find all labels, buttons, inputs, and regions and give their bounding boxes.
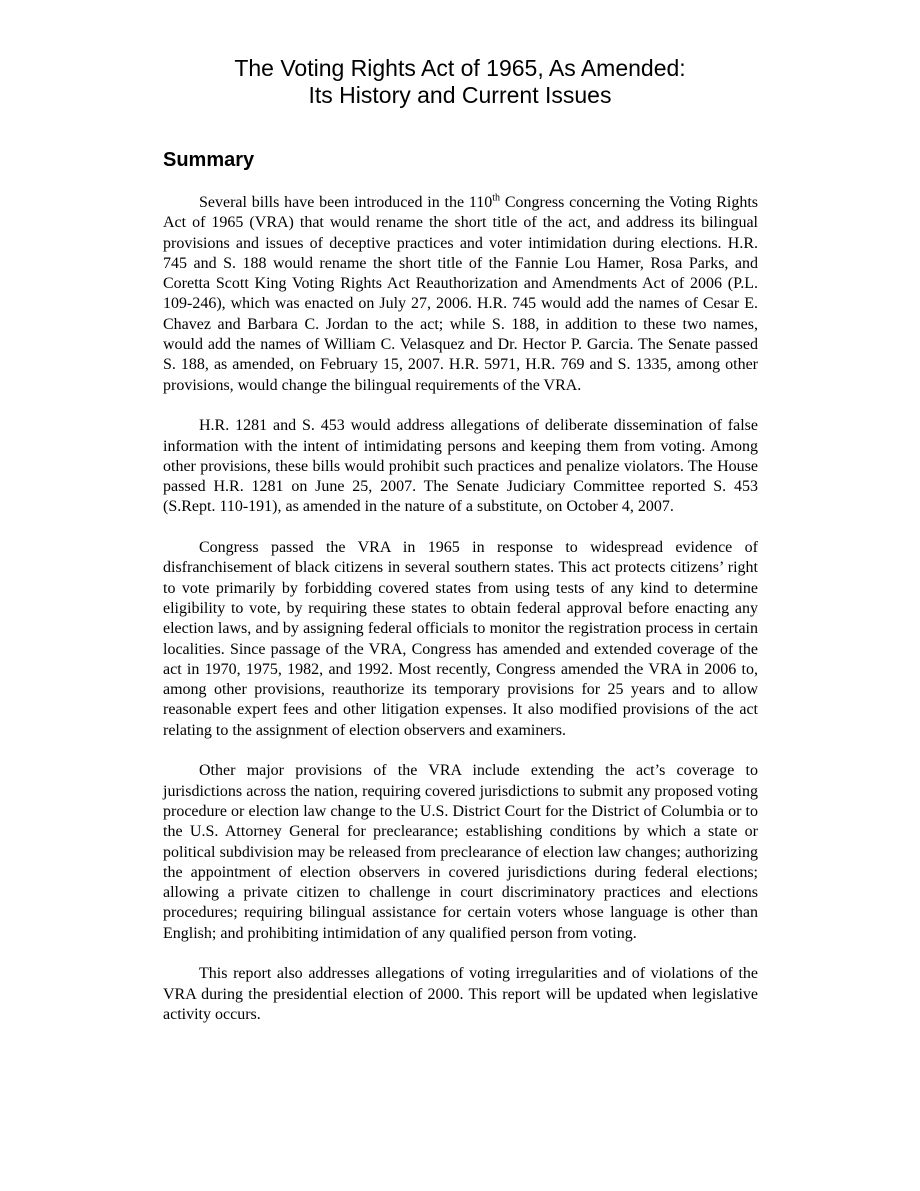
title-line-1: The Voting Rights Act of 1965, As Amended: xyxy=(234,55,686,81)
summary-paragraph-5: This report also addresses allegations of voting irregularities and of violations of the VRA during the presidential election of 2000. This report will be updated when legislative activity occurs. xyxy=(163,965,758,1023)
paragraph-1-text-start: Several bills have been introduced in the 110 xyxy=(199,194,493,211)
summary-paragraph-2: H.R. 1281 and S. 453 would address allegations of deliberate dissemination of false information with the intent of intimidating persons and keeping them from voting. Among other provisions, these bills would prohibit such practices and penalize violators. The House passed H.R. 1281 on June 25, 2007. The Senate Judiciary Committee reported S. 453 (S.Rept. 110-191), as amended in the nature of a substitute, on October 4, 2007. xyxy=(163,417,758,516)
summary-paragraph-1 xyxy=(163,193,758,396)
paragraph-1-text-rest: Congress concerning the Voting Rights Act of 1965 (VRA) that would rename the short title of the act, and address its bilingual provisions and issues of deceptive practices and voter intimidation during elections. H.R. 745 and S. 188 would rename the short title of the Fannie Lou Hamer, Rosa Parks, and Coretta Scott King Voting Rights Act Reauthorization and Amendments Act of 2006 (P.L. 109-246), which was enacted on July 27, 2006. H.R. 745 would add the names of Cesar E. Chavez and Barbara C. Jordan to the act; while S. 188, in addition to these two names, would add the names of William C. Velasquez and Dr. Hector P. Garcia. The Senate passed S. 188, as amended, on February 15, 2007. H.R. 5971, H.R. 769 and S. 1335, among other provisions, would change the bilingual requirements of the VRA. xyxy=(163,194,759,394)
summary-body xyxy=(163,193,758,1025)
summary-paragraph-4: Other major provisions of the VRA include extending the act’s coverage to jurisdictions across the nation, requiring covered jurisdictions to submit any proposed voting procedure or election law change to the U.S. District Court for the District of Columbia or to the U.S. Attorney General for preclearance; establishing conditions by which a state or political subdivision may be released from preclearance of election law changes; authorizing the appointment of election observers in covered jurisdictions during federal elections; allowing a private citizen to challenge in court discriminatory practices and elections procedures; requiring bilingual assistance for certain voters whose language is other than English; and prohibiting intimidation of any qualified person from voting. xyxy=(163,762,758,942)
document-title xyxy=(0,55,920,109)
title-line-2: Its History and Current Issues xyxy=(308,82,612,108)
summary-paragraph-3: Congress passed the VRA in 1965 in response to widespread evidence of disfranchisement of black citizens in several southern states. This act protects citizens’ right to vote primarily by forbidding covered states from using tests of any kind to determine eligibility to vote, by requiring these states to obtain federal approval before enacting any election laws, and by assigning federal officials to monitor the registration process in certain localities. Since passage of the VRA, Congress has amended and extended coverage of the act in 1970, 1975, 1982, and 1992. Most recently, Congress amended the VRA in 2006 to, among other provisions, reauthorize its temporary provisions for 25 years and to allow reasonable expert fees and other litigation expenses. It also modified provisions of the act relating to the assignment of election observers and examiners. xyxy=(163,539,758,739)
section-heading-summary: Summary xyxy=(163,149,255,171)
ordinal-superscript: th xyxy=(492,192,501,204)
